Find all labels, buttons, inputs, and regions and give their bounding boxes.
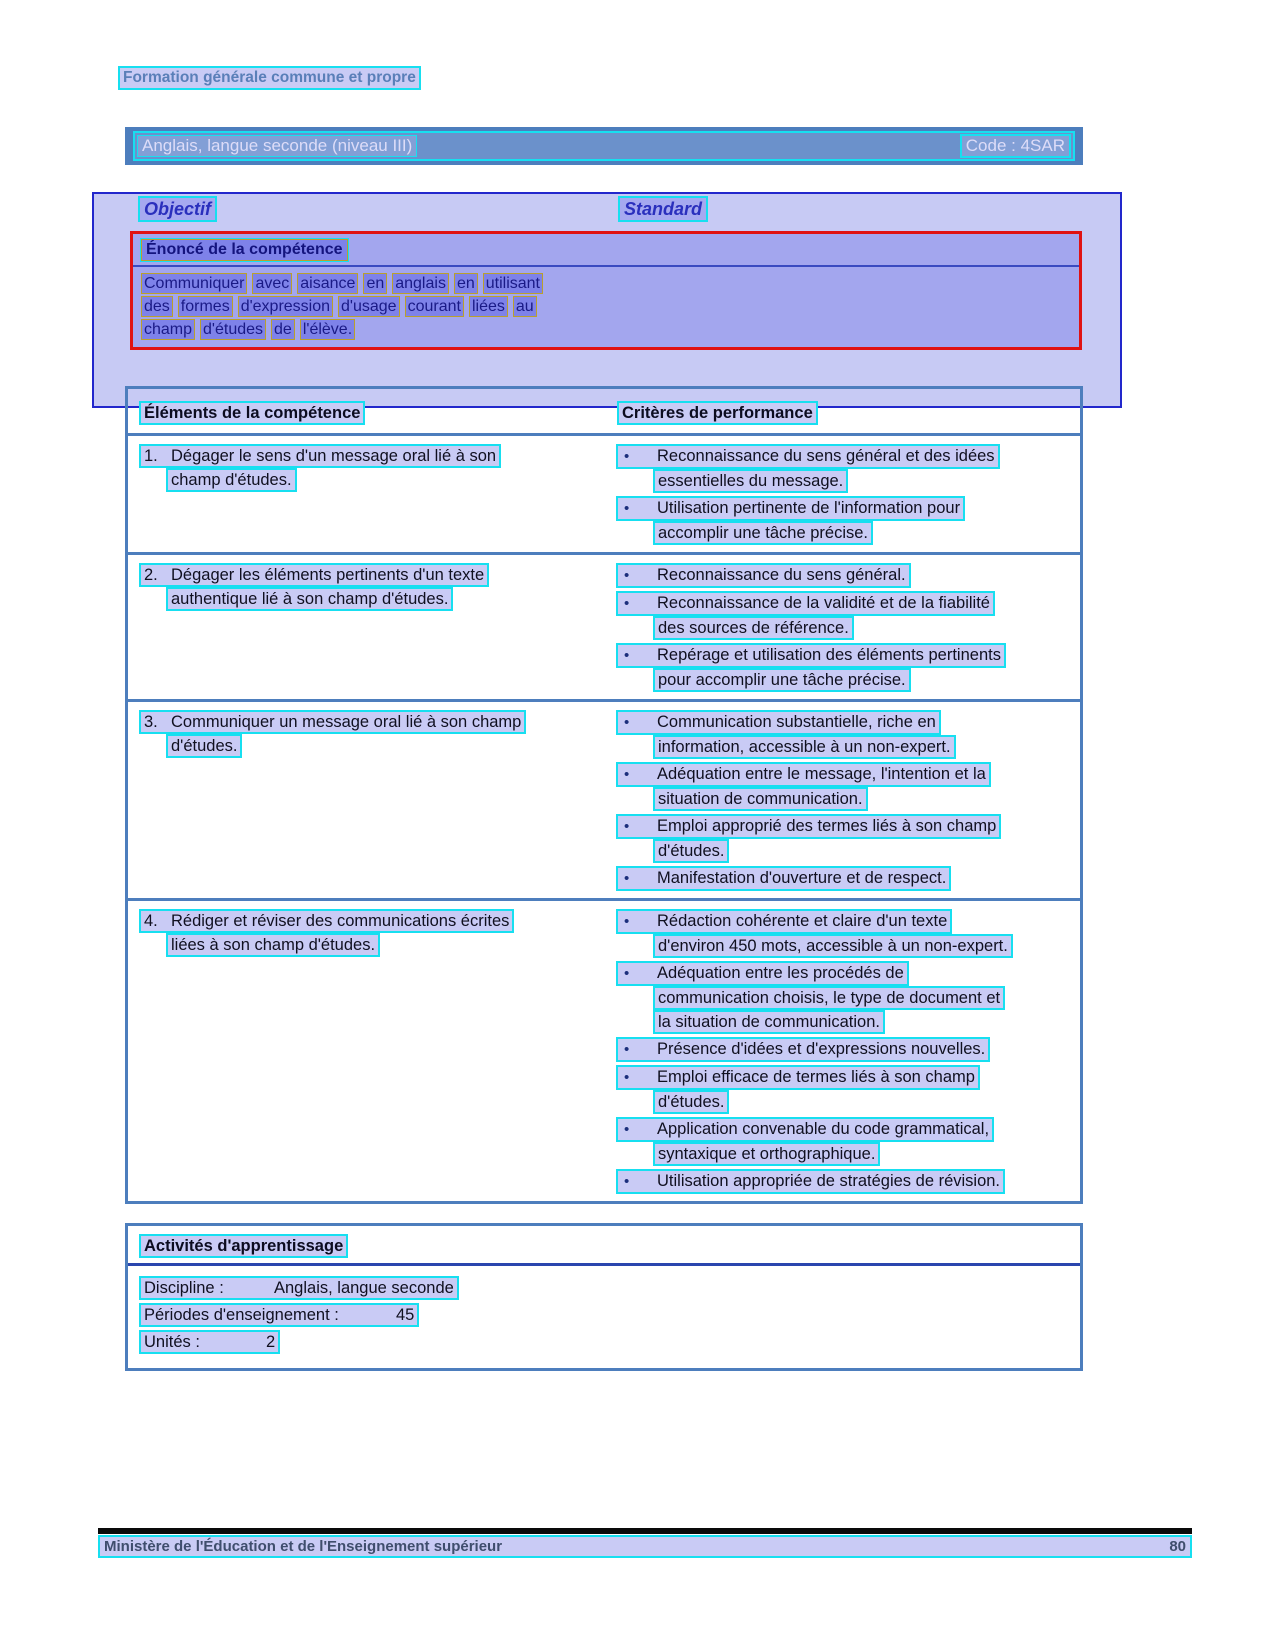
criteria-cell <box>616 444 1080 545</box>
statement-word: d'études <box>200 319 266 340</box>
statement-line <box>141 318 1071 341</box>
bullet-icon: • <box>624 870 630 887</box>
criterion-text-line: • Repérage et utilisation des éléments pertinents <box>616 643 1006 668</box>
page-number: 80 <box>1169 1538 1186 1555</box>
activity-label: Unités : <box>144 1333 200 1351</box>
element-line <box>139 444 616 468</box>
criterion-text-line: • Manifestation d'ouverture et de respect. <box>616 866 951 891</box>
criterion-line <box>616 961 1080 986</box>
element-cell <box>128 909 616 1194</box>
criterion-line <box>653 934 1080 958</box>
section-label: Formation générale commune et propre <box>118 66 421 90</box>
criterion-line <box>616 909 1080 934</box>
criterion-line <box>653 986 1080 1010</box>
activity-detail-row <box>139 1329 1080 1356</box>
criterion-line <box>653 1010 1080 1034</box>
criterion-item <box>616 591 1080 640</box>
statement-word: des <box>141 296 173 317</box>
criterion-text-line: d'études. <box>653 1090 729 1114</box>
criterion-line <box>653 616 1080 640</box>
criterion-item <box>616 563 1080 588</box>
activities-details <box>128 1266 1080 1368</box>
bullet-icon: • <box>624 595 630 612</box>
element-text-line: authentique lié à son champ d'études. <box>166 587 453 611</box>
element-text-line: d'études. <box>166 734 242 758</box>
statement-word: avec <box>252 273 292 294</box>
statement-word: en <box>454 273 478 294</box>
col-header-elements: Éléments de la compétence <box>139 401 365 425</box>
criterion-text-line: • Reconnaissance de la validité et de la fiabilité <box>616 591 995 616</box>
criterion-text-line: • Rédaction cohérente et claire d'un texte <box>616 909 952 934</box>
criterion-text-line: communication choisis, le type de document et <box>653 986 1005 1010</box>
criterion-line <box>616 563 1080 588</box>
criterion-item <box>616 710 1080 759</box>
criterion-item <box>616 1117 1080 1166</box>
criterion-text-line: information, accessible à un non-expert. <box>653 735 956 759</box>
criterion-text-line: • Emploi efficace de termes liés à son champ <box>616 1065 980 1090</box>
criteria-cell <box>616 909 1080 1194</box>
table-row <box>128 699 1080 898</box>
criterion-line <box>653 735 1080 759</box>
bullet-icon: • <box>624 1173 630 1190</box>
bullet-icon: • <box>624 448 630 465</box>
criterion-line <box>653 1142 1080 1166</box>
statement-word: aisance <box>297 273 358 294</box>
bullet-icon: • <box>624 913 630 930</box>
activity-label: Discipline : <box>144 1279 224 1297</box>
criterion-line <box>616 496 1080 521</box>
criterion-item <box>616 496 1080 545</box>
criterion-item <box>616 909 1080 958</box>
element-line <box>139 563 616 587</box>
content-column <box>125 386 1083 1371</box>
criterion-text-line: syntaxique et orthographique. <box>653 1142 880 1166</box>
activity-detail <box>139 1276 459 1300</box>
element-line <box>166 933 616 957</box>
element-text-line: champ d'études. <box>166 468 297 492</box>
criterion-line <box>653 469 1080 493</box>
element-line <box>166 734 616 758</box>
table-row <box>128 898 1080 1201</box>
criterion-line <box>653 787 1080 811</box>
criterion-text-line: • Application convenable du code grammatical, <box>616 1117 994 1142</box>
criterion-text-line: • Présence d'idées et d'expressions nouvelles. <box>616 1037 990 1062</box>
criterion-item <box>616 814 1080 863</box>
element-line <box>139 710 616 734</box>
statement-word: champ <box>141 319 195 340</box>
bullet-icon: • <box>624 714 630 731</box>
criterion-text-line: situation de communication. <box>653 787 868 811</box>
course-title: Anglais, langue seconde (niveau III) <box>137 135 417 157</box>
criterion-text-line: • Adéquation entre les procédés de <box>616 961 909 986</box>
criterion-line <box>616 591 1080 616</box>
criterion-line <box>616 762 1080 787</box>
statement-word: courant <box>405 296 464 317</box>
statement-line <box>141 272 1071 295</box>
element-cell <box>128 563 616 692</box>
criterion-text-line: • Utilisation pertinente de l'information pour <box>616 496 965 521</box>
activity-detail-row <box>139 1302 1080 1329</box>
element-cell <box>128 710 616 891</box>
criteria-cell <box>616 563 1080 692</box>
element-text-line: 2. Dégager les éléments pertinents d'un texte <box>139 563 489 587</box>
criterion-text-line: d'environ 450 mots, accessible à un non-expert. <box>653 934 1013 958</box>
criterion-text-line: • Utilisation appropriée de stratégies de révision. <box>616 1169 1005 1194</box>
element-text-line: liées à son champ d'études. <box>166 933 380 957</box>
item-number: 1. <box>144 447 158 465</box>
statement-word: formes <box>178 296 233 317</box>
activity-value: 45 <box>396 1306 415 1324</box>
bullet-icon: • <box>624 1121 630 1138</box>
criterion-item <box>616 643 1080 692</box>
objective-standard-panel <box>92 192 1122 408</box>
bullet-icon: • <box>624 965 630 982</box>
criterion-line <box>616 710 1080 735</box>
course-code: Code : 4SAR <box>960 134 1071 158</box>
activity-detail <box>139 1303 419 1327</box>
statement-word: au <box>513 296 537 317</box>
bullet-icon: • <box>624 500 630 517</box>
statement-word: utilisant <box>483 273 543 294</box>
course-header-line <box>133 131 1075 161</box>
criterion-item <box>616 444 1080 493</box>
objectif-heading: Objectif <box>138 196 217 222</box>
criterion-line <box>653 1090 1080 1114</box>
criterion-line <box>616 444 1080 469</box>
item-number: 2. <box>144 566 158 584</box>
bullet-icon: • <box>624 1041 630 1058</box>
col-header-criteres: Critères de performance <box>617 401 818 425</box>
criterion-line <box>616 1037 1080 1062</box>
table-body <box>128 433 1080 1201</box>
criterion-item <box>616 1037 1080 1062</box>
criterion-text-line: accomplir une tâche précise. <box>653 521 873 545</box>
criterion-text-line: • Reconnaissance du sens général et des idées <box>616 444 1000 469</box>
item-number: 3. <box>144 713 158 731</box>
criterion-text-line: pour accomplir une tâche précise. <box>653 668 911 692</box>
statement-word: en <box>363 273 387 294</box>
bullet-icon: • <box>624 766 630 783</box>
competency-statement-heading: Énoncé de la compétence <box>141 239 348 261</box>
course-header-bar <box>125 127 1083 165</box>
activities-heading: Activités d'apprentissage <box>139 1234 348 1258</box>
criterion-line <box>653 668 1080 692</box>
activity-value: 2 <box>266 1333 276 1351</box>
criterion-text-line: des sources de référence. <box>653 616 854 640</box>
learning-activities-panel <box>125 1223 1083 1371</box>
standard-heading: Standard <box>618 196 708 222</box>
criterion-line <box>616 1169 1080 1194</box>
statement-word: de <box>271 319 295 340</box>
footer-line <box>98 1535 1192 1558</box>
bullet-icon: • <box>624 567 630 584</box>
activity-detail-row <box>139 1275 1080 1302</box>
activity-value: Anglais, langue seconde <box>274 1279 454 1297</box>
criterion-text-line: • Reconnaissance du sens général. <box>616 563 911 588</box>
statement-divider <box>133 265 1079 267</box>
table-header-row <box>128 389 1080 433</box>
activities-header-row <box>128 1226 1080 1263</box>
element-cell <box>128 444 616 545</box>
criterion-text-line: d'études. <box>653 839 729 863</box>
criterion-item <box>616 762 1080 811</box>
criterion-item <box>616 1065 1080 1114</box>
criterion-line <box>653 839 1080 863</box>
competency-table <box>125 386 1083 1204</box>
statement-word: d'usage <box>338 296 400 317</box>
competency-statement-box <box>130 231 1082 350</box>
competency-statement-text <box>141 272 1071 341</box>
element-line <box>139 909 616 933</box>
bullet-icon: • <box>624 647 630 664</box>
criterion-line <box>616 1117 1080 1142</box>
criterion-line <box>616 814 1080 839</box>
footer-ministry: Ministère de l'Éducation et de l'Enseignement supérieur <box>104 1538 503 1555</box>
activity-detail <box>139 1330 280 1354</box>
element-text-line: 4. Rédiger et réviser des communications écrites <box>139 909 514 933</box>
statement-word: d'expression <box>238 296 333 317</box>
footer-rule <box>98 1528 1192 1534</box>
page-footer <box>98 1528 1192 1558</box>
element-text-line: 1. Dégager le sens d'un message oral lié à son <box>139 444 501 468</box>
criterion-text-line: • Communication substantielle, riche en <box>616 710 941 735</box>
criterion-text-line: essentielles du message. <box>653 469 848 493</box>
table-row <box>128 552 1080 699</box>
criterion-item <box>616 866 1080 891</box>
statement-word: liées <box>469 296 508 317</box>
statement-line <box>141 295 1071 318</box>
element-line <box>166 468 616 492</box>
criterion-text-line: • Emploi approprié des termes liés à son champ <box>616 814 1001 839</box>
activity-label: Périodes d'enseignement : <box>144 1306 339 1324</box>
criterion-item <box>616 1169 1080 1194</box>
item-number: 4. <box>144 912 158 930</box>
element-line <box>166 587 616 611</box>
table-row <box>128 436 1080 552</box>
criterion-line <box>653 521 1080 545</box>
criterion-line <box>616 866 1080 891</box>
criterion-text-line: la situation de communication. <box>653 1010 885 1034</box>
criterion-line <box>616 643 1080 668</box>
criterion-item <box>616 961 1080 1034</box>
bullet-icon: • <box>624 818 630 835</box>
element-text-line: 3. Communiquer un message oral lié à son champ <box>139 710 526 734</box>
statement-word: anglais <box>392 273 449 294</box>
criteria-cell <box>616 710 1080 891</box>
criterion-text-line: • Adéquation entre le message, l'intention et la <box>616 762 991 787</box>
statement-word: Communiquer <box>141 273 247 294</box>
bullet-icon: • <box>624 1069 630 1086</box>
criterion-line <box>616 1065 1080 1090</box>
statement-word: l'élève. <box>300 319 355 340</box>
